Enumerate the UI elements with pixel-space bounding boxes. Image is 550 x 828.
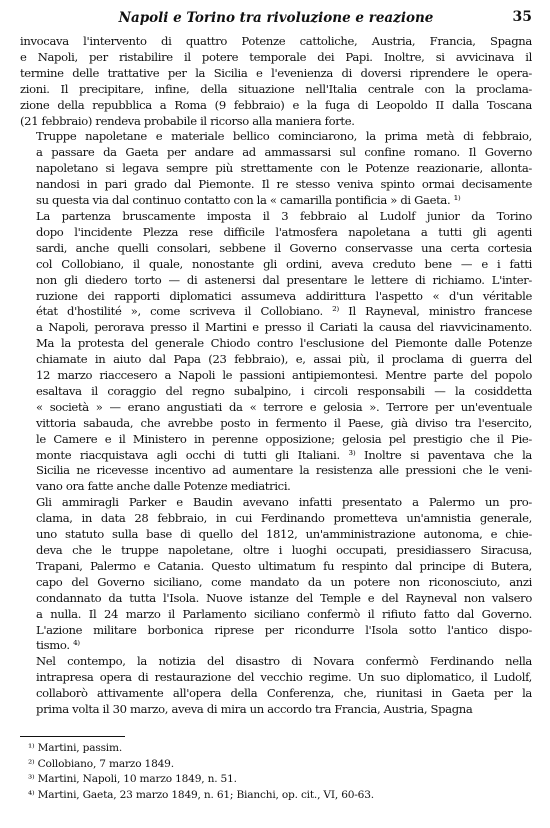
paragraph-p1: [20, 34, 532, 129]
text-line: vittoria sabauda, che avrebbe posto in fermento il Paese, già diviso tra l'esercito,: [36, 415, 532, 430]
text-line: Sicilia ne ricevesse incentivo ad aumentare la resistenza alle pressioni che le veni-: [36, 463, 532, 478]
text-line: collaborò attivamente all'opera della Conferenza, che, riunitasi in Gaeta per la: [36, 686, 532, 701]
text-line: prima volta il 30 marzo, aveva di mira un accordo tra Francia, Austria, Spagna: [36, 702, 473, 717]
text-line: termine delle trattative per la Sicilia e l'evenienza di doversi riprendere le opera-: [20, 65, 532, 80]
text-line: L'azione militare borbonica riprese per ricondurre l'Isola sotto l'antico dispo-: [36, 622, 532, 637]
text-line: capo del Governo siciliano, come mandato da un potere non riconosciuto, anzi: [36, 574, 532, 589]
text-line: clama, in data 28 febbraio, in cui Ferdinando prometteva un'amnistia generale,: [36, 511, 532, 526]
page-header: [20, 8, 532, 30]
text-line: napoletano si legava sempre più strettamente con le Potenze reazionarie, allonta-: [36, 161, 532, 176]
text-line: monte riacquistava agli occhi di tutti gli Italiani. ³⁾ Inoltre si paventava che la: [36, 447, 532, 462]
text-line: a Napoli, perorava presso il Martini e presso il Cariati la causa del riavvicinamento.: [36, 320, 532, 335]
page-number: 35: [512, 9, 532, 25]
text-line: sardi, anche quelli consolari, sebbene il Governo conservasse una certa cortesia: [36, 240, 532, 255]
text-line: su questa via dal continuo contatto con la « camarilla pontificia » di Gaeta. ¹⁾: [36, 193, 461, 208]
text-line: condannato da tutta l'Isola. Nuove istanze del Temple e del Rayneval non valsero: [36, 590, 532, 605]
text-line: intrapresa opera di restaurazione del vecchio regime. Un suo diplomatico, il Ludolf,: [36, 670, 532, 685]
text-line: (21 febbraio) rendeva probabile il ricorso alla maniera forte.: [20, 113, 355, 128]
paragraph-p4: [20, 495, 532, 654]
text-line: dopo l'incidente Plezza rese difficile l'atmosfera napoletana a tutti gli agenti: [36, 224, 532, 239]
book-page: [20, 8, 532, 803]
text-line: « società » — erano angustiati da « terrore e gelosia ». Terrore per un'eventuale: [36, 399, 532, 414]
footnote: ²⁾ Collobiano, 7 marzo 1849.: [28, 757, 174, 770]
footnote: ¹⁾ Martini, passim.: [28, 741, 123, 754]
text-line: état d'hostilité », come scriveva il Collobiano. ²⁾ Il Rayneval, ministro francese: [36, 304, 532, 319]
text-line: Nel contempo, la notizia del disastro di Novara confermò Ferdinando nella: [36, 654, 532, 669]
text-line: tismo. ⁴⁾: [36, 638, 80, 653]
text-line: Trapani, Palermo e Catania. Questo ultimatum fu respinto dal principe di Butera,: [36, 558, 532, 573]
footnote: ⁴⁾ Martini, Gaeta, 23 marzo 1849, n. 61; Bianchi, op. cit., VI, 60-63.: [28, 788, 374, 801]
text-line: esaltava il coraggio del regno subalpino, i circoli responsabili — la cosiddetta: [36, 383, 532, 398]
text-line: deva che le truppe napoletane, oltre i luoghi occupati, presidiassero Siracusa,: [36, 543, 532, 557]
text-line: zione della repubblica a Roma (9 febbraio) e la fuga di Leopoldo II dalla Toscana: [20, 97, 532, 112]
running-head: Napoli e Torino tra rivoluzione e reazione: [118, 10, 434, 26]
text-line: zioni. Il precipitare, infine, della situazione nell'Italia centrale con la proclama-: [20, 81, 532, 96]
text-line: Truppe napoletane e materiale bellico cominciarono, la prima metà di febbraio,: [36, 129, 532, 144]
text-line: ruzione dei rapporti diplomatici assumeva addirittura l'aspetto « d'un véritable: [36, 288, 532, 303]
text-line: vano ora fatte anche dalle Potenze mediatrici.: [36, 479, 291, 494]
text-line: nandosi in pari grado dal Piemonte. Il re stesso veniva spinto ormai decisamente: [36, 177, 532, 192]
text-line: col Collobiano, il quale, nonostante gli ordini, aveva creduto bene — e i fatti: [36, 256, 532, 271]
text-line: le Camere e il Ministero in perenne opposizione; gelosia pel prestigio che il Pie-: [36, 431, 532, 446]
paragraph-p5: [20, 654, 532, 718]
body-text: [20, 34, 532, 718]
text-line: invocava l'intervento di quattro Potenze cattoliche, Austria, Francia, Spagna: [20, 34, 532, 48]
text-line: Gli ammiragli Parker e Baudin avevano infatti presentato a Palermo un pro-: [36, 495, 532, 510]
paragraph-p2: [20, 129, 532, 209]
text-line: Ma la protesta del generale Chiodo contro l'esclusione del Piemonte dalle Potenze: [36, 336, 532, 351]
text-line: non gli diedero torto — di astenersi dal presentare le lettere di richiamo. L'inter-: [36, 272, 532, 287]
text-line: chiamate in aiuto dal Papa (23 febbraio), e, assai più, il proclama di guerra del: [36, 352, 532, 367]
paragraph-p3: [20, 209, 532, 495]
text-line: a passare da Gaeta per andare ad ammassarsi sul confine romano. Il Governo: [36, 145, 532, 160]
text-line: La partenza bruscamente imposta il 3 febbraio al Ludolf junior da Torino: [36, 208, 532, 223]
text-line: uno statuto sulla base di quello del 1812, un'amministrazione autonoma, e chie-: [36, 527, 532, 542]
footnote-separator: [20, 736, 125, 737]
footnote: ³⁾ Martini, Napoli, 10 marzo 1849, n. 51.: [28, 773, 237, 786]
text-line: a nulla. Il 24 marzo il Parlamento siciliano confermò il rifiuto fatto dal Governo.: [36, 606, 532, 621]
text-line: 12 marzo riaccesero a Napoli le passioni antipiemontesi. Mentre parte del popolo: [36, 368, 532, 383]
text-line: e Napoli, per ristabilire il potere temporale dei Papi. Inoltre, si avvicinava il: [20, 49, 532, 64]
footnotes: [20, 741, 532, 803]
